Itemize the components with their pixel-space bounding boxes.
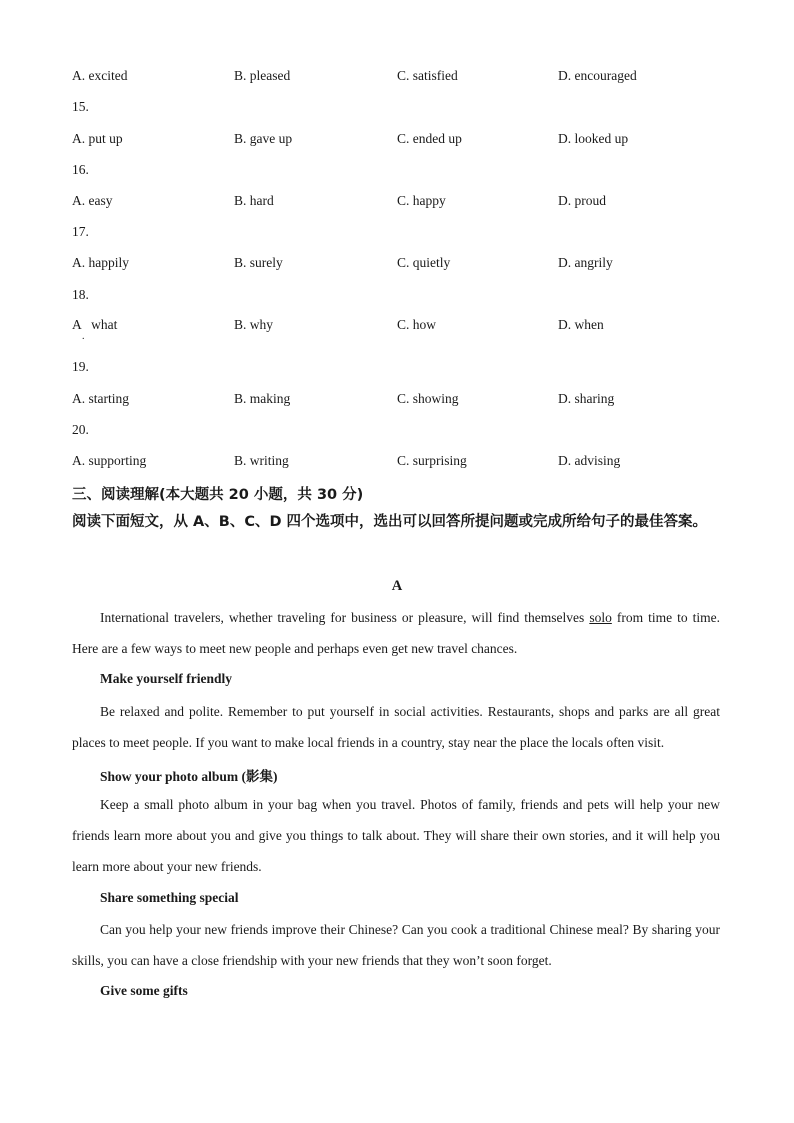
option-b: B. making [234, 391, 291, 406]
question-17-number: 17. [72, 224, 89, 239]
question-17-options [0, 255, 794, 275]
option-d: D. angrily [558, 255, 613, 270]
subheading-share-special: Share something special [100, 890, 239, 905]
option-d: D. when [558, 317, 604, 332]
intro-text-after: from time to time. Here are a few ways to meet new people and perhaps even get new travel chances. [72, 610, 721, 656]
question-16-options [0, 193, 794, 213]
option-b: B. gave up [234, 131, 293, 146]
option-a: A what [72, 317, 118, 332]
passage-intro [72, 602, 720, 664]
option-d: D. encouraged [558, 68, 637, 83]
subheading-photo-album: Show your photo album (影集) [100, 769, 278, 784]
option-c: C. how [397, 317, 437, 332]
option-b: B. why [234, 317, 274, 332]
subheading-make-friendly: Make yourself friendly [100, 671, 232, 686]
question-19-options [0, 391, 794, 411]
option-d: D. sharing [558, 391, 615, 406]
paragraph-make-friendly: Be relaxed and polite. Remember to put yourself in social activities. Restaurants, shops and parks are all great places to meet people. If you want to make local friends in a country, stay near the place the locals often visit. [72, 704, 720, 750]
question-15-options [0, 131, 794, 151]
option-d: D. proud [558, 193, 606, 208]
paragraph-photo-album: Keep a small photo album in your bag when you travel. Photos of family, friends and pets will help your new friends learn more about you and give you things to talk about. They will share their own stories, and it will help you learn more about your new friends. [72, 797, 720, 874]
option-c: C. surprising [397, 453, 467, 468]
option-c: C. satisfied [397, 68, 458, 83]
option-c: C. quietly [397, 255, 451, 270]
option-b: B. pleased [234, 68, 291, 83]
option-a: A. put up [72, 131, 123, 146]
option-a: A. supporting [72, 453, 147, 468]
paragraph-share-special: Can you help your new friends improve their Chinese? Can you cook a traditional Chinese meal? By sharing your skills, you can have a close friendship with your new friends that they won’t soon forget. [72, 922, 720, 968]
option-a: A. starting [72, 391, 129, 406]
intro-text-before: International travelers, whether traveling for business or pleasure, will find themselves [100, 610, 590, 625]
option-b: B. hard [234, 193, 274, 208]
option-a: A. easy [72, 193, 113, 208]
option-d: D. advising [558, 453, 621, 468]
section-title: 三、阅读理解(本大题共 20 小题，共 30 分) [72, 487, 364, 503]
section-instruction: 阅读下面短文，从 A、B、C、D 四个选项中，选出可以回答所提问题或完成所给句子的最佳答案。 [72, 514, 708, 530]
question-20-options [0, 453, 794, 473]
question-15-number: 15. [72, 99, 89, 114]
question-20-number: 20. [72, 422, 89, 437]
question-18-number: 18. [72, 287, 89, 302]
option-b: B. surely [234, 255, 283, 270]
option-a: A. excited [72, 68, 128, 83]
subheading-give-gifts: Give some gifts [100, 983, 188, 998]
option-c: C. ended up [397, 131, 462, 146]
question-19-number: 19. [72, 359, 89, 374]
underlined-word: solo [589, 610, 612, 625]
passage-label: A [391, 578, 403, 594]
option-c: C. happy [397, 193, 446, 208]
question-14-options [0, 68, 794, 88]
option-d: D. looked up [558, 131, 629, 146]
question-18-options [0, 317, 794, 337]
question-16-number: 16. [72, 162, 89, 177]
option-c: C. showing [397, 391, 459, 406]
option-b: B. writing [234, 453, 289, 468]
option-a: A. happily [72, 255, 129, 270]
emphasis-dot: . [82, 331, 85, 342]
